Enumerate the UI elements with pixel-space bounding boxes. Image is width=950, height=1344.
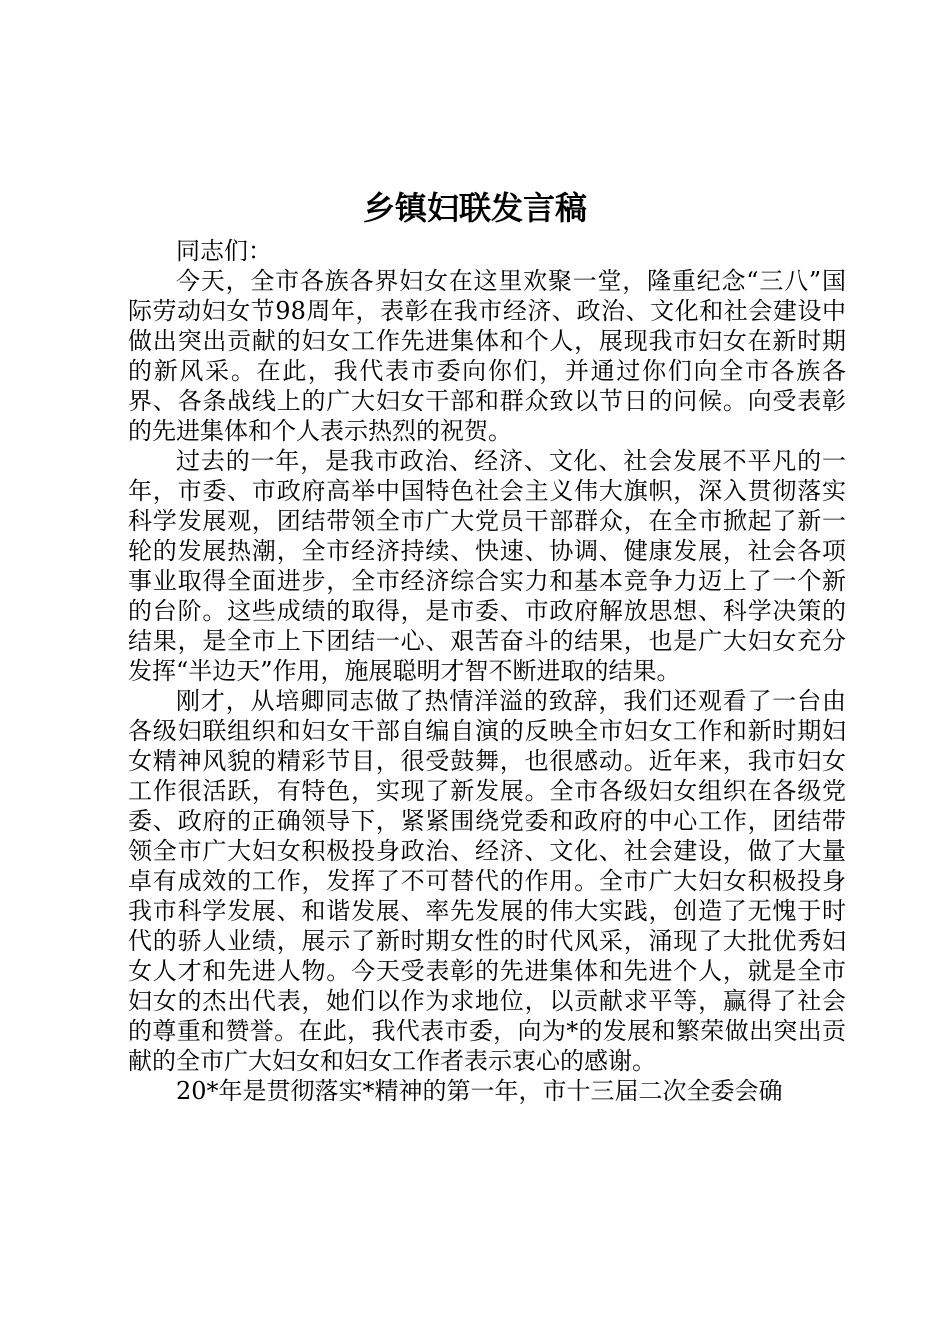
salutation-paragraph: 同志们： bbox=[176, 237, 272, 265]
body-paragraph: 20*年是贯彻落实*精神的第一年，市十三届二次全委会确 bbox=[176, 1077, 783, 1105]
document-title: 乡镇妇联发言稿 bbox=[362, 189, 587, 227]
document-body bbox=[128, 236, 846, 1106]
body-paragraph: 今天，全市各族各界妇女在这里欢聚一堂，隆重纪念“三八”国际劳动妇女节98周年，表彰在我市经济、政治、文化和社会建设中做出突出贡献的妇女工作先进集体和个人，展现我市妇女在新时期的新风采。在此，我代表市委向你们，并通过你们向全市各族各界、各条战线上的广大妇女干部和群众致以节日的问候。向受表彰的先进集体和个人表示热烈的祝贺。 bbox=[128, 267, 846, 445]
body-paragraph: 刚才，从培卿同志做了热情洋溢的致辞，我们还观看了一台由各级妇联组织和妇女干部自编自演的反映全市妇女工作和新时期妇女精神风貌的精彩节目，很受鼓舞，也很感动。近年来，我市妇女工作很活跃，有特色，实现了新发展。全市各级妇女组织在各级党委、政府的正确领导下，紧紧围绕党委和政府的中心工作，团结带领全市广大妇女积极投身政治、经济、文化、社会建设，做了大量卓有成效的工作，发挥了不可替代的作用。全市广大妇女积极投身我市科学发展、和谐发展、率先发展的伟大实践，创造了无愧于时代的骄人业绩，展示了新时期女性的时代风采，涌现了大批优秀妇女人才和先进人物。今天受表彰的先进集体和先进个人，就是全市妇女的杰出代表，她们以作为求地位，以贡献求平等，赢得了社会的尊重和赞誉。在此，我代表市委，向为*的发展和繁荣做出突出贡献的全市广大妇女和妇女工作者表示衷心的感谢。 bbox=[128, 687, 846, 1075]
body-paragraph: 过去的一年，是我市政治、经济、文化、社会发展不平凡的一年，市委、市政府高举中国特色社会主义伟大旗帜，深入贯彻落实科学发展观，团结带领全市广大党员干部群众，在全市掀起了新一轮的发展热潮，全市经济持续、快速、协调、健康发展，社会各项事业取得全面进步，全市经济综合实力和基本竞争力迈上了一个新的台阶。这些成绩的取得，是市委、市政府解放思想、科学决策的结果，是全市上下团结一心、艰苦奋斗的结果，也是广大妇女充分发挥“半边天”作用，施展聪明才智不断进取的结果。 bbox=[128, 447, 846, 685]
